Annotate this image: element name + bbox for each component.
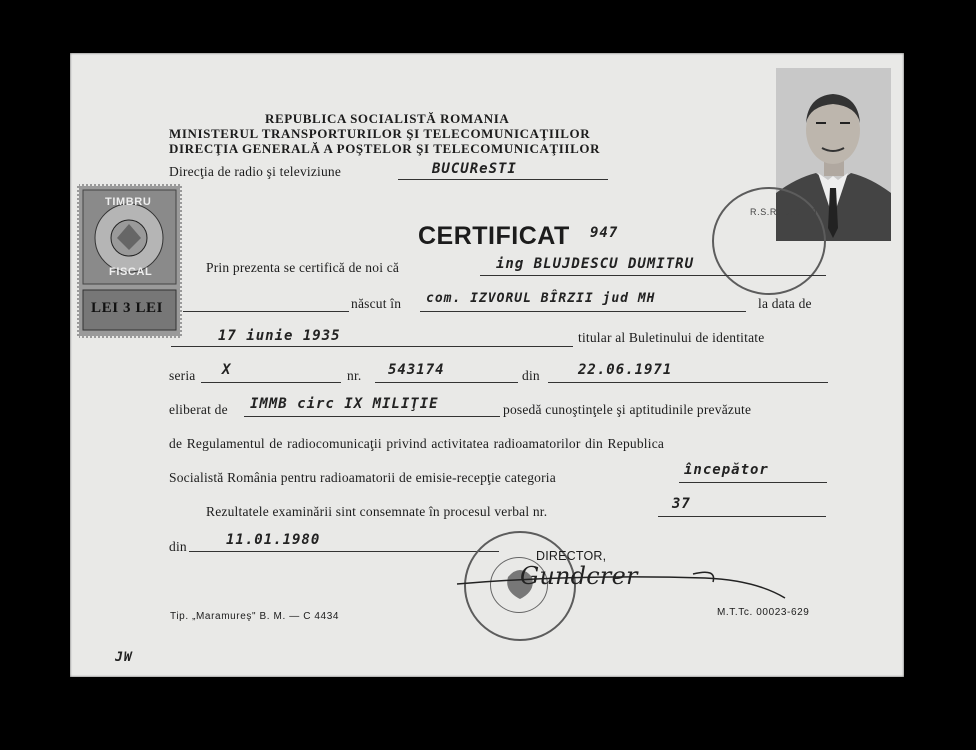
born-label: născut în [351,296,402,311]
name-line [480,275,826,276]
din2-line [189,551,499,552]
categoria-value: începător [684,462,769,478]
proces-verbal-text: Rezultatele examinării sint consemnate în procesul verbal nr. [206,504,548,519]
directia-label: Direcţia de radio şi televiziune [169,164,342,179]
handwritten-initials: JW [115,650,133,665]
regulament-text: de Regulamentul de radiocomunicaţii privind activitatea radioamatorilor din Republica [169,436,665,451]
eliberat-value: IMMB circ IX MILIŢIE [250,396,439,412]
born-line [420,311,746,312]
form-code: M.T.Tc. 00023-629 [717,607,810,618]
born-value: com. IZVORUL BÎRZII jud MH [426,291,656,306]
posedă-text: posedă cunoştinţele şi aptitudinile prevăzute [503,402,752,417]
eliberat-label: eliberat de [169,402,228,417]
header-direction: DIRECŢIA GENERALĂ A POŞTELOR ŞI TELECOMUNICAŢIILOR [169,141,601,156]
categoria-line [679,482,827,483]
directia-value: BUCUReSTI [432,161,517,177]
signature-stroke [455,560,795,610]
birth-date-line [171,346,573,347]
nr-label: nr. [347,368,362,383]
stamp-value: LEI 3 LEI [91,300,164,316]
birth-date-value: 17 iunie 1935 [218,328,341,344]
name-value: ing BLUJDESCU DUMITRU [496,256,695,272]
official-seal-top [712,187,826,295]
seria-value: X [222,362,232,378]
din-label: din [522,368,540,383]
header-ministry: MINISTERUL TRANSPORTURILOR ŞI TELECOMUNICAŢIILOR [169,126,591,141]
stamp-bottom-text: FISCAL [109,266,153,278]
proces-verbal-value: 37 [672,496,691,512]
directia-line [398,179,608,180]
categoria-text: Socialistă România pentru radioamatorii de emisie-recepţie categoria [169,470,556,485]
certificate-title: CERTIFICAT [418,222,570,250]
date-label: la data de [758,296,812,311]
director-label: DIRECTOR, [536,549,607,563]
stamp-top-text: TIMBRU [105,196,152,208]
header-republic: REPUBLICA SOCIALISTĂ ROMANIA [265,111,510,126]
eliberat-line [244,416,500,417]
seal-top-inner-text: R.S.R. D.G.P.T. [750,207,821,217]
certify-label: Prin prezenta se certifică de noi că [206,260,400,275]
din-line [548,382,828,383]
printer-text: Tip. „Maramureş" B. M. — C 4434 [170,611,340,622]
seria-label: seria [169,368,196,383]
nr-line [375,382,518,383]
din-value: 22.06.1971 [578,362,673,378]
id-label: titular al Buletinului de identitate [578,330,765,345]
seria-line [201,382,341,383]
din2-value: 11.01.1980 [226,532,321,548]
director-signature: Gundcrer [520,562,638,590]
nr-value: 543174 [388,362,445,378]
certificate-number: 947 [590,225,619,241]
din2-label: din [169,539,187,554]
fiscal-stamp [77,184,182,338]
proces-verbal-line [658,516,826,517]
name-line-2 [183,311,349,312]
